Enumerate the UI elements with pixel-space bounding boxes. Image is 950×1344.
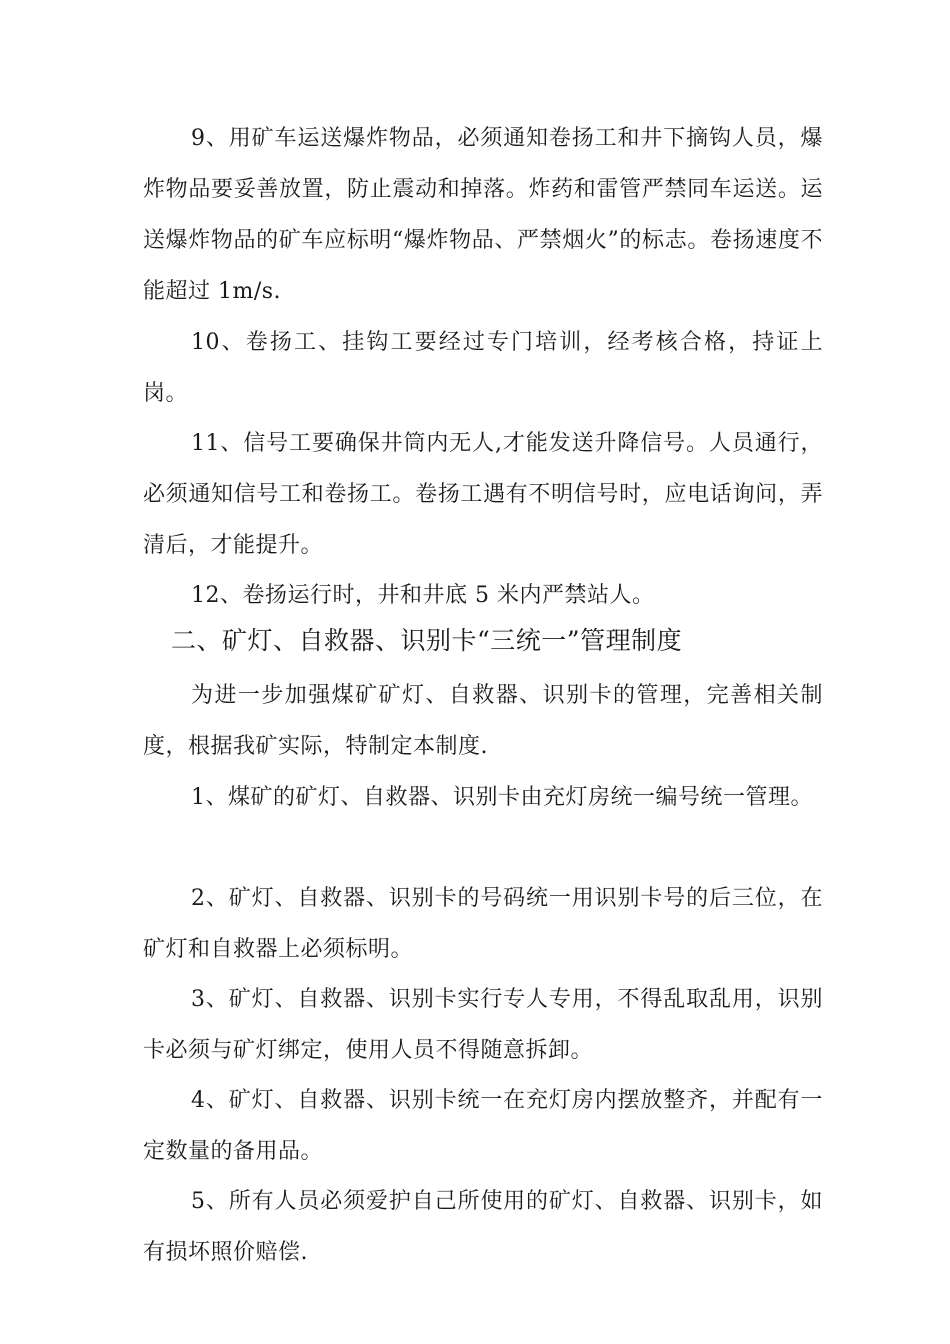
paragraph-rule-1: 1、煤矿的矿灯、自救器、识别卡由充灯房统一编号统一管理。	[191, 785, 813, 810]
paragraph-rule-4: 4、矿灯、自救器、识别卡统一在充灯房内摆放整齐，并配有一定数量的备用品。	[143, 1088, 823, 1164]
paragraph-item-12: 12、卷扬运行时，井和井底 5 米内严禁站人。	[191, 583, 655, 608]
paragraph-item-10: 10、卷扬工、挂钩工要经过专门培训，经考核合格，持证上岗。	[143, 330, 823, 406]
paragraph-rule-3: 3、矿灯、自救器、识别卡实行专人专用，不得乱取乱用，识别卡必须与矿灯绑定，使用人员不得随意拆卸。	[143, 987, 823, 1063]
paragraph-item-9: 9、用矿车运送爆炸物品，必须通知卷扬工和井下摘钩人员，爆炸物品要妥善放置，防止震动和掉落。炸药和雷管严禁同车运送。运送爆炸物品的矿车应标明“爆炸物品、严禁烟火”的标志。卷扬速度不能超过 1m/s.	[143, 126, 823, 304]
paragraph-intro: 为进一步加强煤矿矿灯、自救器、识别卡的管理，完善相关制度，根据我矿实际，特制定本制度.	[143, 683, 823, 759]
section-heading: 二、矿灯、自救器、识别卡“三统一”管理制度	[171, 626, 683, 655]
paragraph-rule-2: 2、矿灯、自救器、识别卡的号码统一用识别卡号的后三位，在矿灯和自救器上必须标明。	[143, 886, 823, 962]
paragraph-item-11: 11、信号工要确保井筒内无人,才能发送升降信号。人员通行，必须通知信号工和卷扬工。卷扬工遇有不明信号时，应电话询问，弄清后，才能提升。	[143, 431, 823, 558]
paragraph-rule-5: 5、所有人员必须爱护自己所使用的矿灯、自救器、识别卡，如有损坏照价赔偿.	[143, 1189, 823, 1265]
